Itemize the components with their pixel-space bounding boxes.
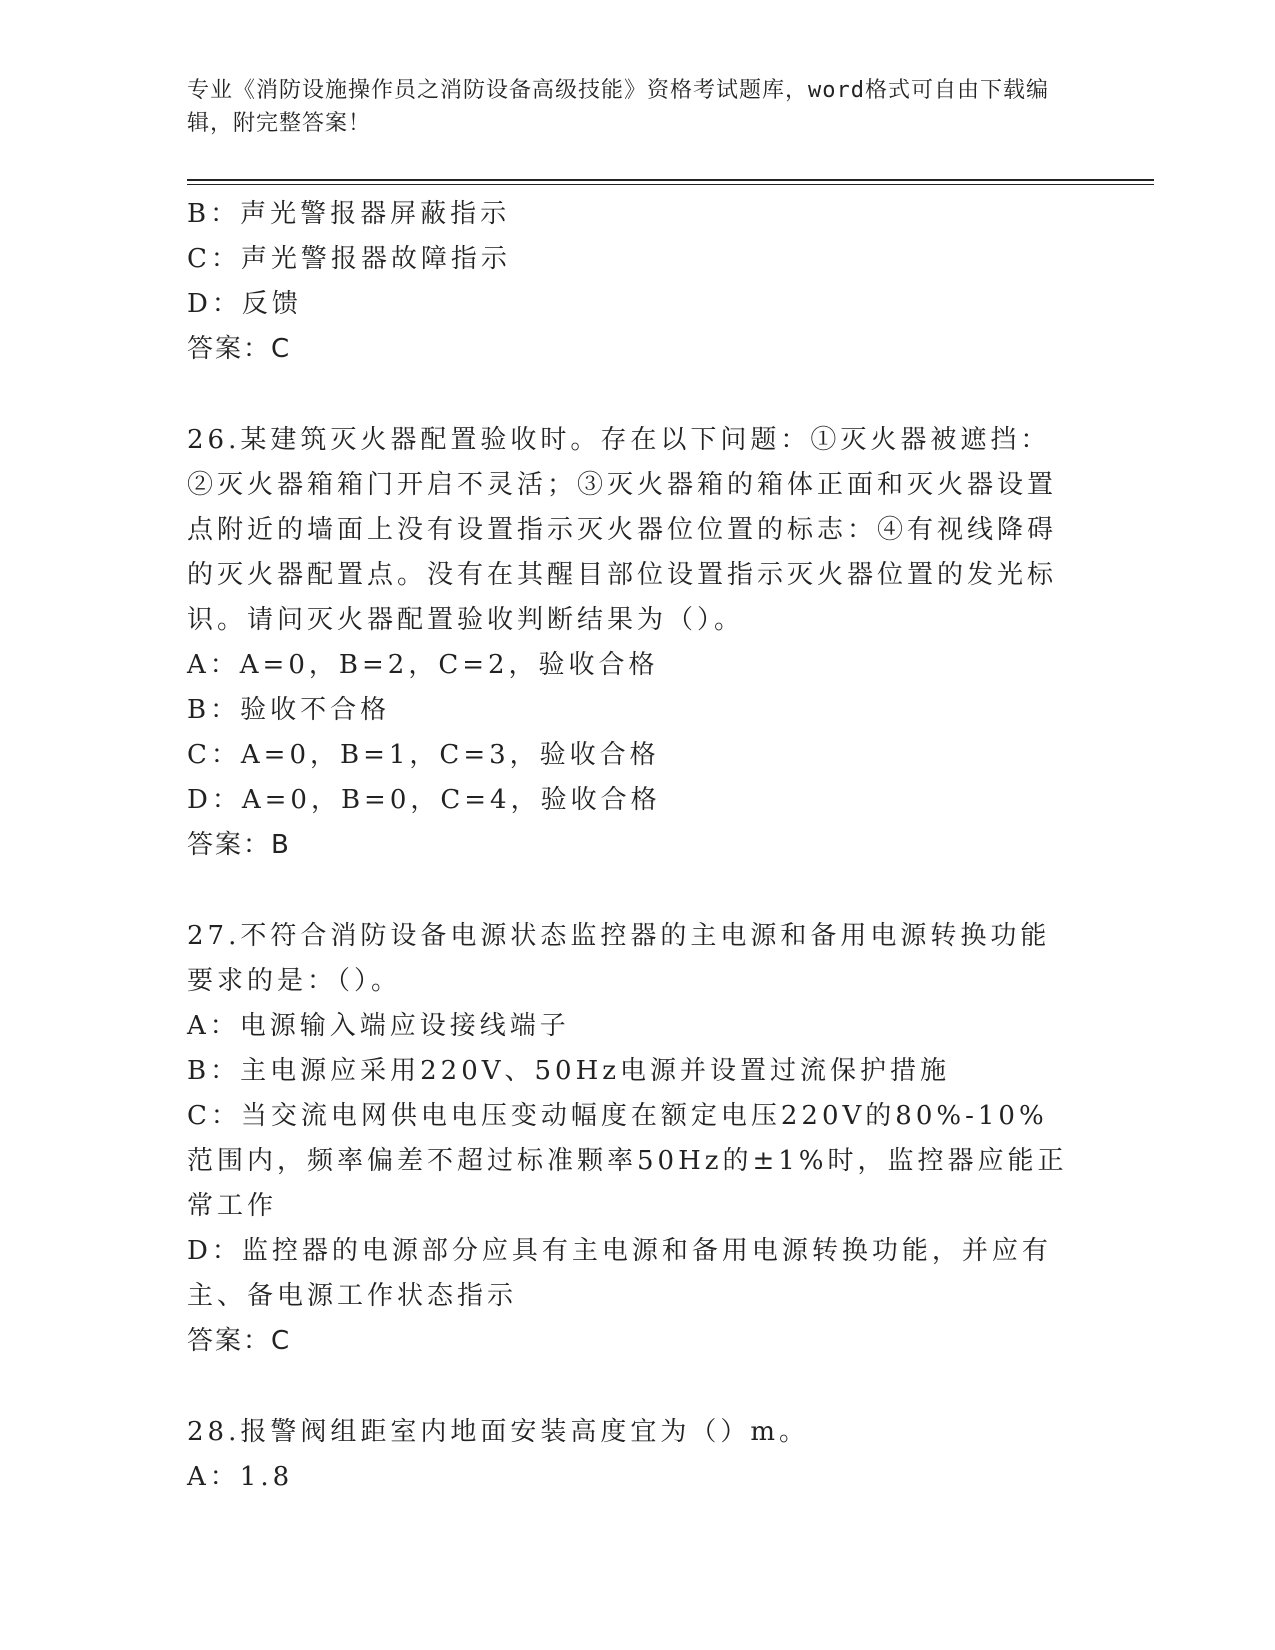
option-a: A：A=0，B=2，C=2，验收合格 [187,650,659,680]
option-b: B：验收不合格 [187,695,391,725]
option-b: B：主电源应采用220V、50Hz电源并设置过流保护措施 [187,1056,950,1086]
header-divider-thick [187,179,1154,181]
option-a: A：1.8 [187,1462,294,1492]
option-d: D：监控器的电源部分应具有主电源和备用电源转换功能，并应有主、备电源工作状态指示 [187,1236,1052,1311]
question-25-continuation [187,192,1077,373]
question-28 [187,1410,1077,1500]
question-spacer [187,1365,1077,1410]
option-d: D：反馈 [187,289,302,319]
header-divider-thin [187,184,1154,185]
option-b: B：声光警报器屏蔽指示 [187,199,511,229]
answer-line: 答案：C [187,1326,292,1356]
question-list [187,192,1077,1500]
question-spacer [187,373,1077,418]
question-stem: 28.报警阀组距室内地面安装高度宜为（）m。 [187,1417,810,1447]
option-a: A：电源输入端应设接线端子 [187,1011,570,1041]
question-stem: 27.不符合消防设备电源状态监控器的主电源和备用电源转换功能要求的是：（）。 [187,921,1051,996]
question-stem: 26.某建筑灭火器配置验收时。存在以下问题：①灭火器被遮挡：②灭火器箱箱门开启不灵活；③灭火器箱的箱体正面和灭火器设置点附近的墙面上没有设置指示灭火器位位置的标志：④有视线降碍的灭火器配置点。没有在其醒目部位设置指示灭火器位置的发光标识。请问灭火器配置验收判断结果为（）。 [187,425,1058,635]
option-c: C：当交流电网供电电压变动幅度在额定电压220V的80%-10%范围内，频率偏差不超过标准颗率50Hz的±1%时，监控器应能正常工作 [187,1101,1068,1221]
answer-line: 答案：B [187,830,291,860]
option-c: C：声光警报器故障指示 [187,244,511,274]
question-26 [187,418,1077,869]
option-d: D：A=0，B=0，C=4，验收合格 [187,785,661,815]
question-27 [187,914,1077,1365]
question-spacer [187,869,1077,914]
answer-line: 答案：C [187,334,292,364]
page-header: 专业《消防设施操作员之消防设备高级技能》资格考试题库，word格式可自由下载编辑，附完整答案！ [187,78,1049,136]
option-c: C：A=0，B=1，C=3，验收合格 [187,740,660,770]
